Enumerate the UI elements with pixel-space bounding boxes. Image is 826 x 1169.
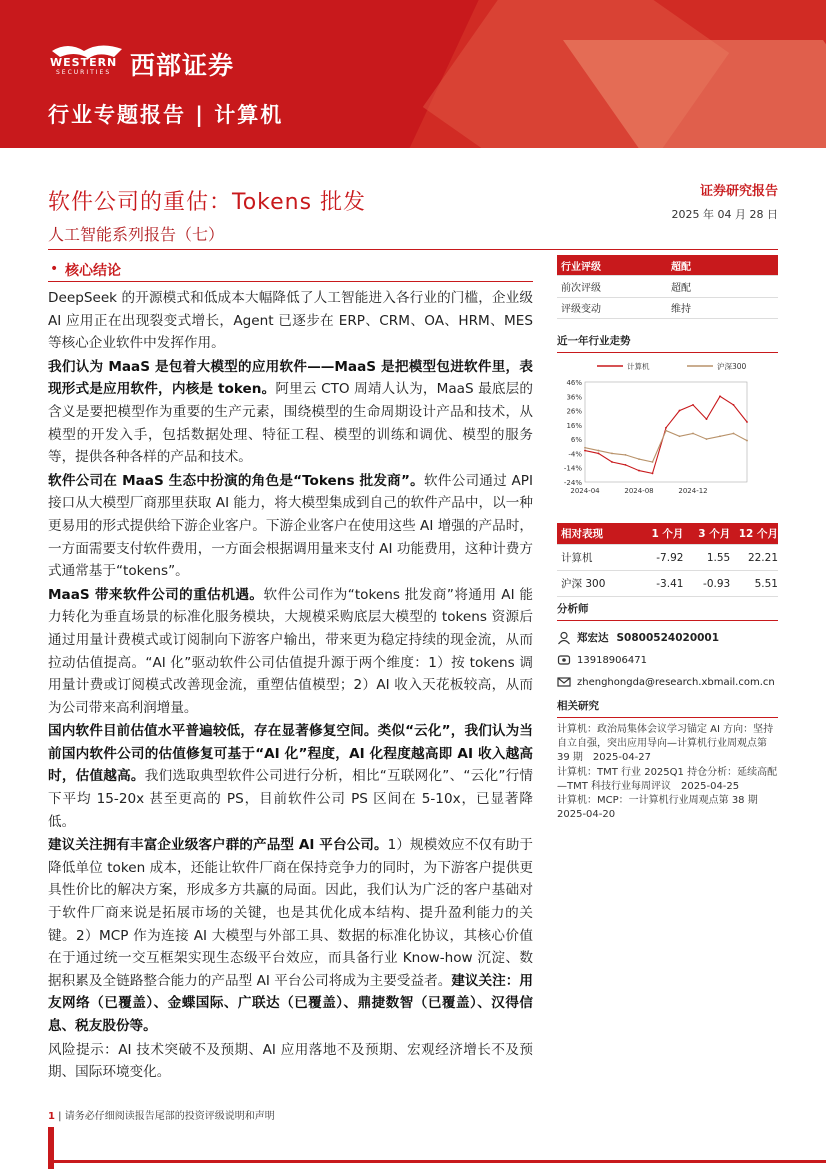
perf-cell: 计算机 [561,552,593,564]
related-item[interactable]: 计算机：政治局集体会议学习锚定 AI 方向：坚持自立自强，突出应用导向—计算机行业周观点第 39 期 2025-04-27 [557,724,774,764]
related-research [557,698,778,822]
data-point [679,435,681,437]
body-paragraph [48,287,533,355]
body-paragraph [48,356,533,469]
rating-row-label: 评级变动 [561,304,601,316]
x-tick-label: 2024-08 [624,487,654,495]
report-subtitle: 人工智能系列报告（七） [48,225,225,244]
report-title: 软件公司的重估：Tokens 批发 [48,190,367,215]
report-tag: 证券研究报告 [699,184,778,199]
perf-cell: -0.93 [703,577,731,590]
emphasis-text: MaaS 带来软件公司的重估机遇。 [48,586,264,603]
legend-label: 沪深300 [717,362,747,371]
x-tick-label: 2024-04 [570,487,600,495]
footer [48,1107,275,1122]
data-point [706,438,708,440]
body-text: 阿里云 CTO 周靖人认为，MaaS 最底层的含义是要把模型作为重要的生产元素，围绕模型的生命周期设计产品和技术，从模型的开发入手，包括数据处理、特征工程、模型的训练和调优、模型的服务等，提供各种各样的产品和技术。 [48,381,533,466]
rating-row [557,298,778,320]
bullet-icon: • [50,261,59,277]
related-item[interactable]: 计算机：TMT 行业 2025Q1 持仓分析：延续高配—TMT 科技行业每周评议 2025-04-25 [557,766,778,792]
y-tick-label: -4% [568,450,582,459]
rating-row-label: 前次评级 [561,282,601,294]
emphasis-text: 软件公司在 MaaS 生态中扮演的角色是“Tokens 批发商”。 [48,472,424,489]
emphasis-text: 我们认为 MaaS 是包着大模型的应用软件——MaaS 是把模型包进软件里，表现形式是应用软件，内核是 token。 [48,358,533,398]
body-text: 我们选取典型软件公司进行分析，相比“互联网化”、“云化”行情下平均 15-20x 甚至更高的 PS，目前软件公司 PS 区间在 5-10x，已显著降低。 [48,768,534,830]
y-tick-label: 26% [566,407,582,416]
emphasis-text: 建议关注：用友网络（已覆盖）、金蝶国际、广联达（已覆盖）、鼎捷数智（已覆盖）、汉得信息、税友股份等。 [48,972,533,1034]
emphasis-text: 国内软件目前估值水平普遍较低，存在显著修复空间。类似“云化”，我们认为当前国内软件公司的估值修复可基于“AI 化”程度，AI 化程度越高即 AI 收入越高时，估值越高。 [48,723,533,785]
perf-header-cell: 1 个月 [651,528,684,540]
rating-header-label: 行业评级 [561,261,601,273]
analyst-section [557,601,778,689]
perf-cell: -3.41 [656,577,684,590]
page-number: 1 [48,1111,55,1122]
emphasis-text: 建议关注拥有丰富企业级客户群的产品型 AI 平台公司。 [48,837,388,854]
body-paragraph [48,584,533,720]
data-point [611,461,613,463]
report-type: 行业专题报告 | 计算机 [48,103,284,127]
data-point [625,464,627,466]
data-point [692,404,694,406]
data-point [598,450,600,452]
perf-row [557,545,778,571]
report-date: 2025 年 04 月 28 日 [671,208,778,221]
data-point [719,435,721,437]
title-divider [48,249,778,250]
data-point [584,450,586,452]
body-paragraph [48,834,533,1037]
trend-title: 近一年行业走势 [557,333,778,353]
data-point [652,473,654,475]
body-text: 1）规模效应不仅有助于降低单位 token 成本，还能让软件厂商在保持竞争力的同时，为下游客户提供更具性价比的解决方案，形成多方共赢的局面。因此，我们认为广泛的客户基础对于软件厂商来说是拓展市场的关键，也是其优化成本结构、提升盈利能力的关键。2）MCP 作为连接 AI 大模型与外部工具、数据的标准化协议，其核心价值在于通过统一交互框架实现生态级平台效应，而具备行业 Know-how 沉淀、数据积累及全链路整合能力的产品型 AI 平台公司将成为主要受益者。 [48,837,533,989]
data-point [733,433,735,435]
perf-cell: 1.55 [706,551,731,564]
perf-header-cell: 12 个月 [738,528,778,540]
perf-cell: 22.21 [747,551,778,564]
data-point [598,453,600,455]
data-point [611,453,613,455]
data-point [706,418,708,420]
plot-frame [585,382,747,482]
section-heading: 核心结论 [65,263,121,279]
rating-row-value: 维持 [671,304,691,316]
data-point [638,458,640,460]
data-point [665,427,667,429]
logo-text-sub: SECURITIES [56,69,112,76]
data-point [746,440,748,442]
series-line-hs300 [585,431,747,462]
data-point [733,404,735,406]
perf-header-cell: 相对表现 [561,528,603,540]
y-tick-label: -14% [563,464,582,473]
perf-cell: 5.51 [754,577,778,590]
logo-text-cn: 西部证券 [130,51,235,80]
footer-rule [48,1160,826,1163]
phone-icon [557,653,571,667]
logo-text-en: WESTERN [50,56,118,69]
analyst-title: 分析师 [557,601,778,621]
body-text: 软件公司作为“tokens 批发商”将通用 AI 能力转化为垂直场景的标准化服务模块，大规模采购底层大模型的 tokens 资源后通过用量计费模式或订阅制向下游客户输出，带来更为稳定持续的现金流，从而拉动估值提高。“AI 化”驱动软件公司估值提升源于两个维度：1）按 tokens 调用量计费或订阅模式改善现金流，重塑估值模型；2）AI 收入天花板较高，从而为公司带来高利润增量。 [48,586,533,716]
series-line-computer [585,396,747,473]
analyst-email[interactable]: zhenghongda@research.xbmail.com.cn [577,676,775,688]
person-icon [557,631,571,645]
perf-cell: -7.92 [656,551,684,564]
rating-header-value: 超配 [671,261,691,273]
footer-separator: | [58,1111,62,1122]
data-point [625,454,627,456]
data-point [746,421,748,423]
rating-table [557,255,778,353]
data-point [719,395,721,397]
body-text: DeepSeek 的开源模式和低成本大幅降低了人工智能进入各行业的门槛，企业级 AI 应用正在出现裂变式增长，Agent 已逐步在 ERP、CRM、OA、HRM、MES 等核心企业软件中发挥作用。 [48,290,533,352]
related-item[interactable]: 计算机：MCP：一计算机行业周观点第 38 期 2025-04-20 [557,795,768,821]
body-paragraph [48,1039,533,1084]
perf-cell: 沪深 300 [561,578,606,590]
core-conclusions-body [48,287,533,1085]
rating-header-row [557,255,778,276]
data-point [679,410,681,412]
y-tick-label: 6% [570,436,582,445]
relative-performance-table [557,523,778,597]
perf-header-cell: 3 个月 [698,528,731,540]
y-tick-label: 36% [566,393,582,402]
data-point [652,461,654,463]
data-point [584,447,586,449]
legend-label: 计算机 [627,362,650,371]
data-point [692,433,694,435]
body-paragraph [48,720,533,833]
analyst-phone: 13918906471 [577,654,647,666]
footer-disclaimer: 请务必仔细阅读报告尾部的投资评级说明和声明 [64,1111,275,1122]
y-tick-label: -24% [563,479,582,487]
rating-row [557,276,778,298]
body-text: 软件公司通过 API 接口从大模型厂商那里获取 AI 能力，将大模型集成到自己的软件产品中，以一种更易用的形式提供给下游企业客户。下游企业客户在使用这些 AI 增强的产品时，一方面需要支付软件费用，一方面会根据调用量来支付 AI 功能费用，这种计费方式通常基于“tokens”。 [48,472,533,580]
perf-header-row [557,523,778,545]
body-paragraph [48,470,533,583]
email-icon [557,675,571,689]
industry-trend-chart [557,352,778,512]
perf-row [557,571,778,597]
data-point [665,430,667,432]
related-title: 相关研究 [557,698,778,718]
body-text: 风险提示：AI 技术突破不及预期、AI 应用落地不及预期、宏观经济增长不及预期、国际环境变化。 [48,1041,533,1081]
rating-row-value: 超配 [671,282,691,294]
analyst-name: 郑宏达 [577,632,609,644]
x-tick-label: 2024-12 [678,487,708,495]
section-divider [48,281,533,282]
y-tick-label: 16% [566,421,582,430]
y-tick-label: 46% [566,379,582,387]
data-point [638,470,640,472]
analyst-cert: S0800524020001 [616,631,720,644]
